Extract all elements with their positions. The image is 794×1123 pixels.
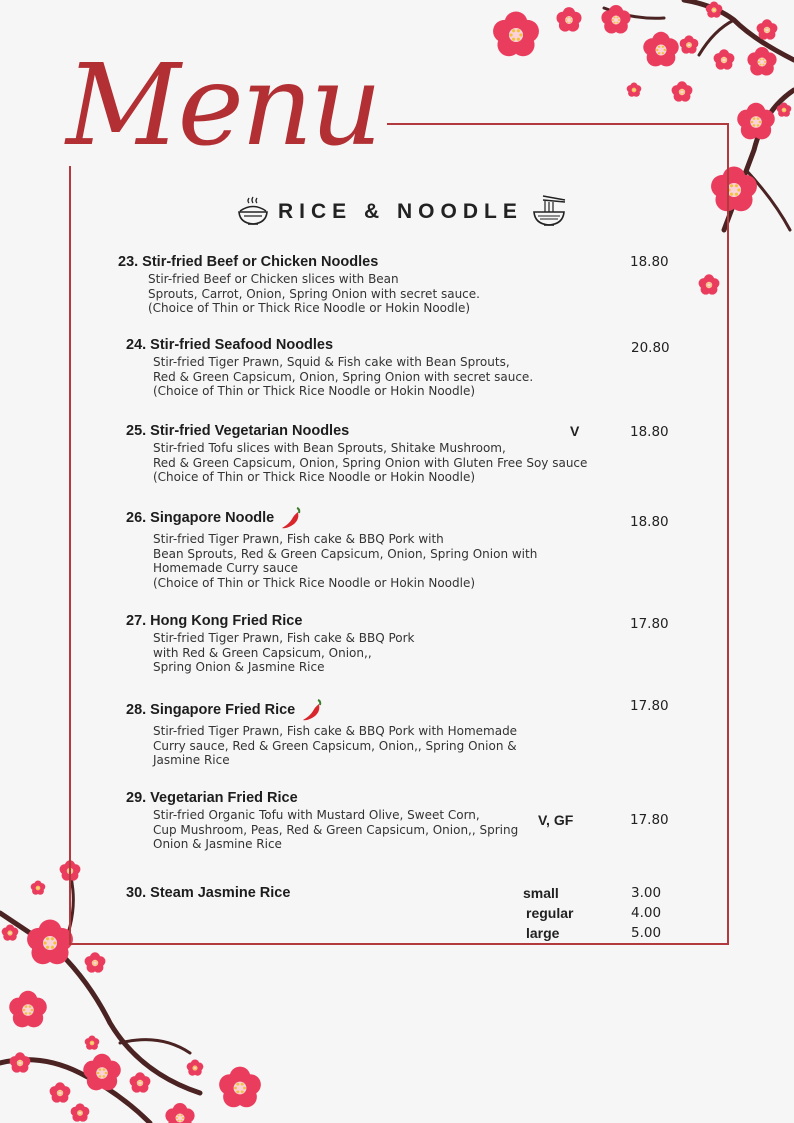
section-title: RICE & NOODLE (278, 200, 523, 223)
chili-icon (301, 698, 323, 722)
item-description: Stir-fried Tiger Prawn, Fish cake & BBQ Pork with Red & Green Capsicum, Onion,, Spring Onion & Jasmine Rice (153, 631, 415, 674)
size-price-regular: 4.00 (631, 905, 662, 921)
item-price: 18.80 (630, 514, 669, 530)
item-price: 17.80 (630, 698, 669, 714)
item-description: Stir-fried Tiger Prawn, Squid & Fish cake with Bean Sprouts, Red & Green Capsicum, Onion, Spring Onion with secret sauce. (Choice of Thin or Thick Rice Noodle or Hokin Noodle) (153, 355, 534, 398)
size-label-regular: regular (526, 905, 574, 921)
section-header (236, 190, 567, 234)
item-name: 30. Steam Jasmine Rice (126, 885, 291, 901)
menu-item-28 (126, 698, 517, 768)
item-price: 17.80 (630, 616, 669, 632)
item-description: Stir-fried Tofu slices with Bean Sprouts, Shitake Mushroom, Red & Green Capsicum, Onion, Spring Onion with Gluten Free Soy sauce (Choice of Thin or Thick Rice Noodle or Hokin Noodle) (153, 441, 588, 484)
item-description: Stir-fried Beef or Chicken slices with Bean Sprouts, Carrot, Onion, Spring Onion with secret sauce. (Choice of Thin or Thick Rice Noodle or Hokin Noodle) (148, 272, 480, 315)
item-name: 26. Singapore Noodle (126, 509, 275, 526)
item-description: Stir-fried Tiger Prawn, Fish cake & BBQ Pork with Homemade Curry sauce, Red & Green Capsicum, Onion,, Spring Onion & Jasmine Rice (153, 724, 518, 767)
item-price: 18.80 (630, 254, 669, 270)
item-description: Stir-fried Organic Tofu with Mustard Olive, Sweet Corn, Cup Mushroom, Peas, Red & Green Capsicum, Onion,, Spring Onion & Jasmine Rice (153, 808, 519, 851)
item-name: 27. Hong Kong Fried Rice (126, 613, 303, 629)
chili-icon (280, 506, 302, 530)
menu-item-30 (126, 885, 290, 901)
menu-item-24 (126, 337, 533, 399)
menu-title: Menu (62, 50, 387, 166)
item-name: 29. Vegetarian Fried Rice (126, 790, 298, 806)
size-label-large: large (526, 925, 560, 941)
size-label-small: small (523, 885, 559, 901)
item-name: 23. Stir-fried Beef or Chicken Noodles (118, 254, 379, 270)
rice-bowl-icon (236, 195, 270, 229)
menu-item-25 (126, 423, 587, 485)
menu-item-29 (126, 790, 518, 852)
item-price: 17.80 (630, 812, 669, 828)
item-name: 28. Singapore Fried Rice (126, 701, 296, 718)
noodle-bowl-icon (531, 194, 567, 230)
dietary-tag: V, GF (538, 812, 574, 828)
item-description: Stir-fried Tiger Prawn, Fish cake & BBQ Pork with Bean Sprouts, Red & Green Capsicum, Onion, Spring Onion with Homemade Curry sauce (Choice of Thin or Thick Rice Noodle or Hokin Noodle) (153, 532, 538, 590)
item-name: 25. Stir-fried Vegetarian Noodles (126, 423, 350, 439)
menu-item-23 (118, 254, 480, 316)
item-name: 24. Stir-fried Seafood Noodles (126, 337, 334, 353)
size-price-large: 5.00 (631, 925, 662, 941)
item-price: 18.80 (630, 424, 669, 440)
item-price: 20.80 (631, 340, 670, 356)
menu-item-27 (126, 613, 415, 675)
menu-item-26 (126, 506, 537, 590)
dietary-tag: V (570, 423, 580, 439)
size-price-small: 3.00 (631, 885, 662, 901)
